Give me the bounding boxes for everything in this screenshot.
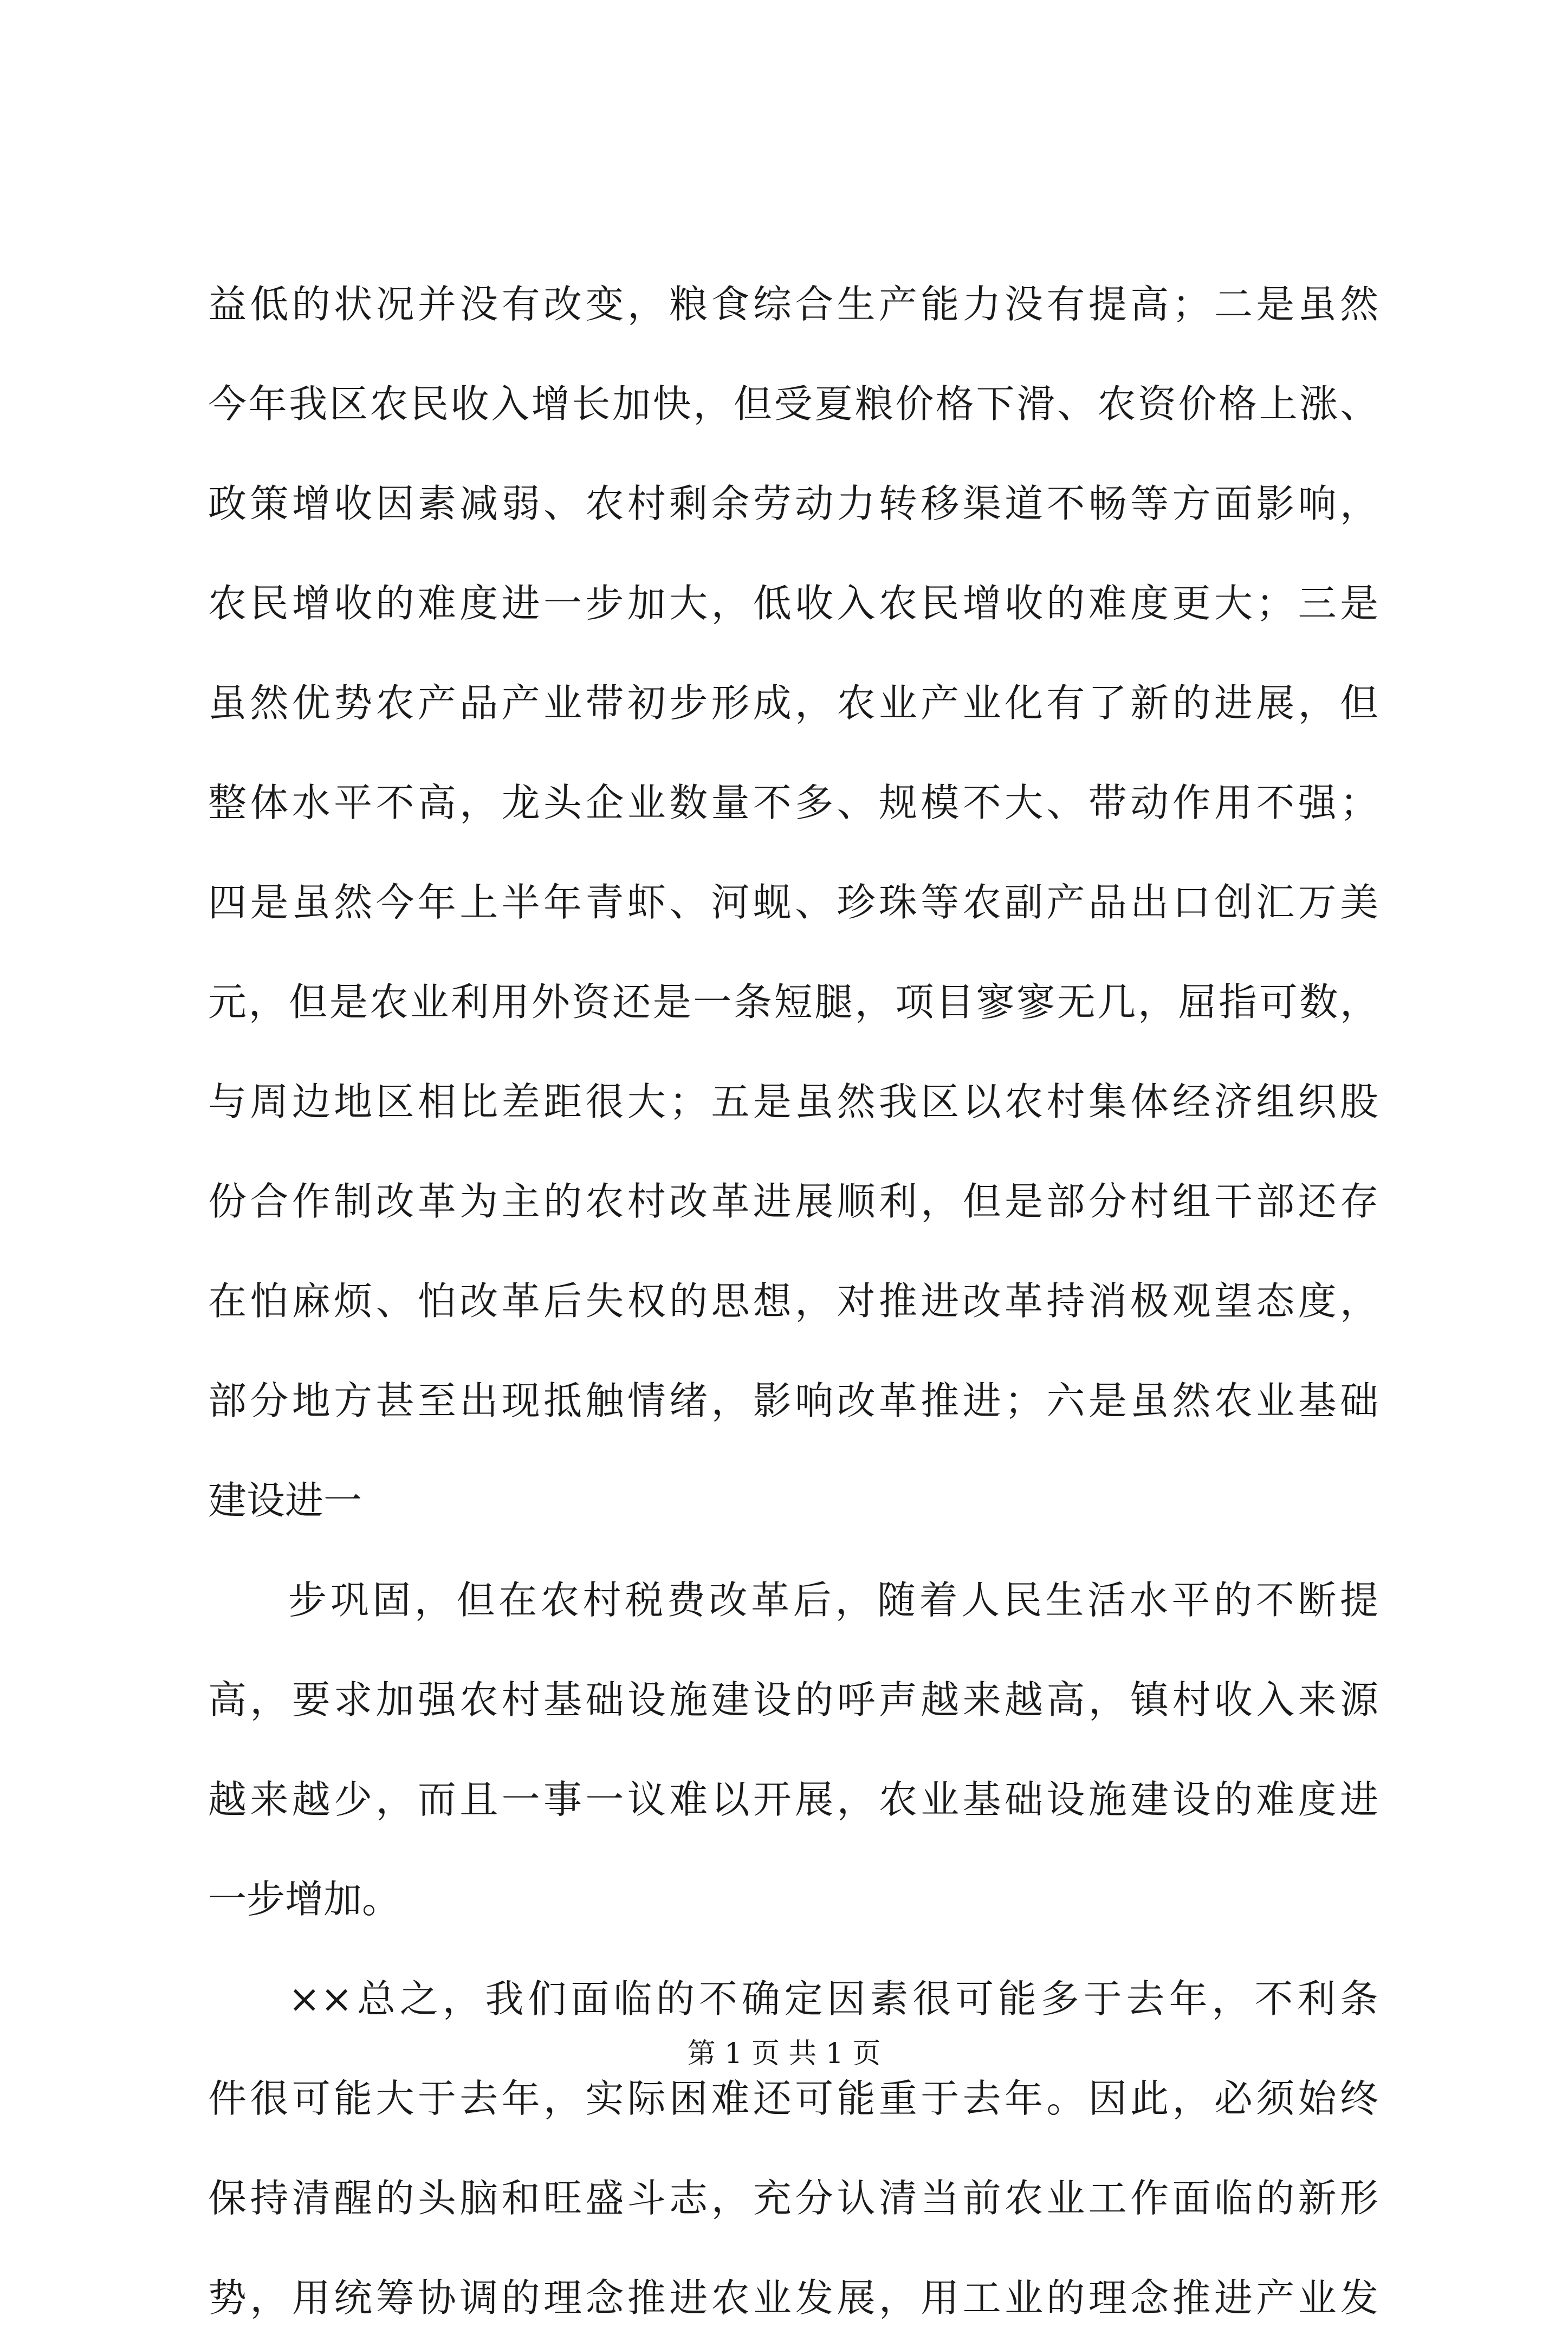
text-line: 益低的状况并没有改变，粮食综合生产能力没有提高；二是虽然 (208, 282, 1378, 327)
text-line: 在怕麻烦、怕改革后失权的思想，对推进改革持消极观望态度， (208, 1279, 1378, 1324)
text-line: 与周边地区相比差距很大；五是虽然我区以农村集体经济组织股 (208, 1079, 1378, 1124)
text-line: 农民增收的难度进一步加大，低收入农民增收的难度更大；三是 (208, 581, 1378, 626)
text-line: 一步增加。 (208, 1877, 401, 1922)
text-line: 建设进一 (208, 1478, 362, 1523)
text-line: 部分地方甚至出现抵触情绪，影响改革推进；六是虽然农业基础 (208, 1378, 1378, 1423)
page-footer: 第 1 页 共 1 页 (687, 2038, 881, 2070)
text-line: 四是虽然今年上半年青虾、河蚬、珍珠等农副产品出口创汇万美 (208, 880, 1378, 925)
text-line: 元，但是农业利用外资还是一条短腿，项目寥寥无几，屈指可数， (208, 980, 1378, 1024)
text-line: 份合作制改革为主的农村改革进展顺利，但是部分村组干部还存 (208, 1179, 1378, 1224)
text-line: 整体水平不高，龙头企业数量不多、规模不大、带动作用不强； (208, 780, 1378, 825)
text-line: 越来越少，而且一事一议难以开展，农业基础设施建设的难度进 (208, 1777, 1378, 1822)
paragraph-first-line: ××总之，我们面临的不确定因素很可能多于去年，不利条 (288, 1976, 1378, 2021)
text-line: 件很可能大于去年，实际困难还可能重于去年。因此，必须始终 (208, 2076, 1378, 2121)
text-line: 今年我区农民收入增长加快，但受夏粮价格下滑、农资价格上涨、 (208, 381, 1378, 426)
text-line: 政策增收因素减弱、农村剩余劳动力转移渠道不畅等方面影响， (208, 481, 1378, 526)
text-line: 虽然优势农产品产业带初步形成，农业产业化有了新的进展，但 (208, 680, 1378, 725)
text-line: 保持清醒的头脑和旺盛斗志，充分认清当前农业工作面临的新形 (208, 2176, 1378, 2221)
text-line: 势，用统筹协调的理念推进农业发展，用工业的理念推进产业发 (208, 2275, 1378, 2320)
text-line: 高，要求加强农村基础设施建设的呼声越来越高，镇村收入来源 (208, 1677, 1378, 1722)
paragraph-first-line: 步巩固，但在农村税费改革后，随着人民生活水平的不断提 (288, 1578, 1378, 1623)
